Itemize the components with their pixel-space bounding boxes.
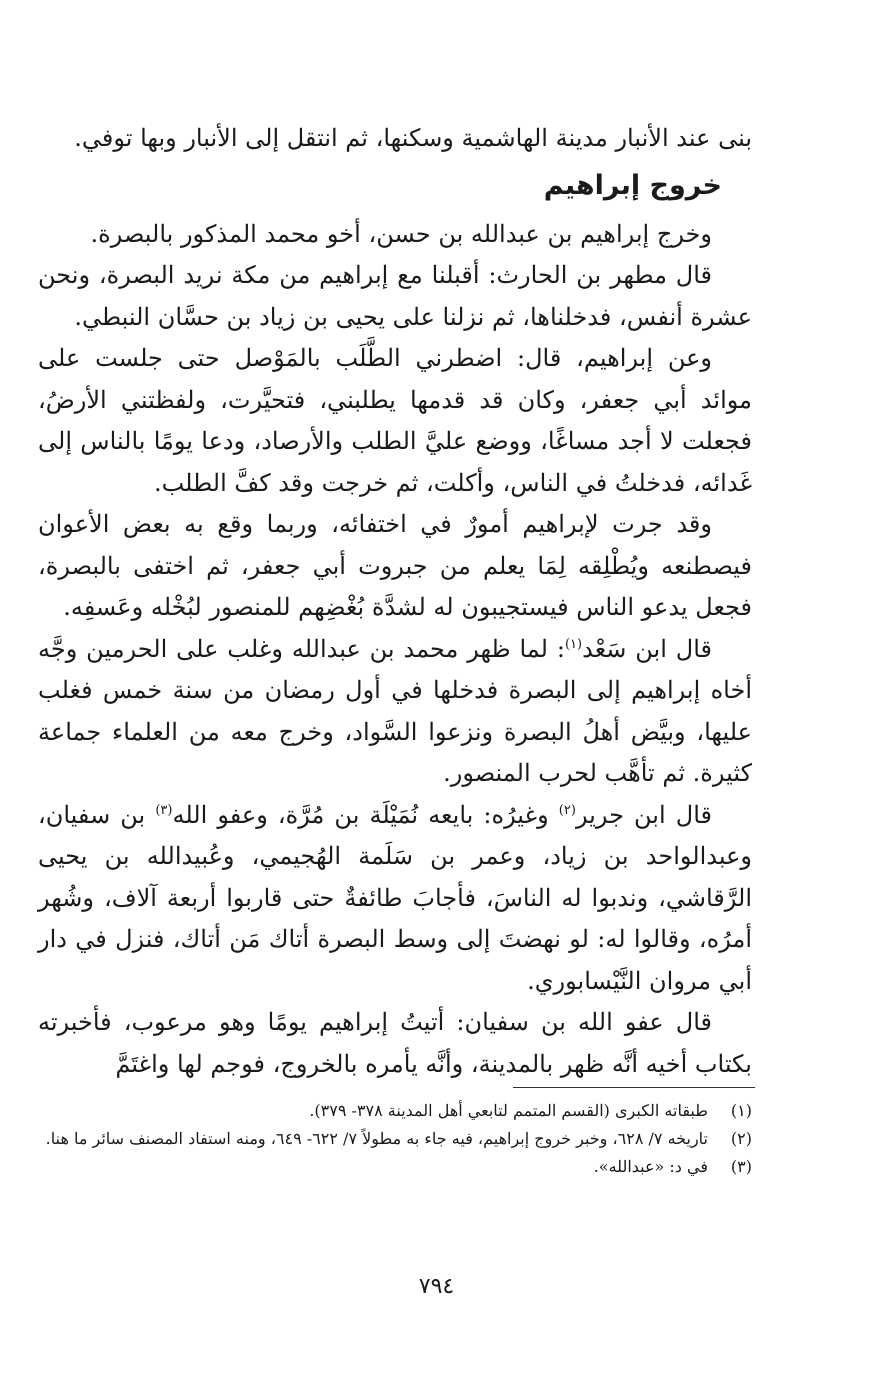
paragraph-6-text-a: قال ابن جرير [575, 800, 712, 829]
paragraph-2: قال مطهر بن الحارث: أقبلنا مع إبراهيم من مكة نريد البصرة، ونحن عشرة أنفس، فدخلناها، ثم نزلنا على يحيى بن زياد بن حسَّان النبطي. [38, 261, 752, 331]
paragraph-6-text-c: بن سفيان، وعبدالواحد بن زياد، وعمر بن سَلَمة الهُجيمي، وعُبيدالله بن يحيى الرَّقاشي، وندبوا له الناسَ، فأجابَ طائفةٌ حتى قاربوا أربعة آلاف، وشُهر أمرُه، وقالوا له: لو نهضتَ إلى وسط البصرة أتاك مَن أتاك، فنزل في دار أبي مروان النَّيْسابوري. [38, 800, 753, 995]
footnote-number: (٢) [730, 1129, 752, 1148]
opening-line: بنى عند الأنبار مدينة الهاشمية وسكنها، ثم انتقل إلى الأنبار وبها توفي. [74, 124, 752, 152]
section-heading: خروج إبراهيم [543, 169, 722, 201]
page-number: ٧٩٤ [418, 1274, 455, 1299]
paragraph-1: وخرج إبراهيم بن عبدالله بن حسن، أخو محمد المذكور بالبصرة. [90, 219, 712, 248]
footnote-divider [513, 1087, 755, 1088]
footnote-2 [38, 1126, 752, 1152]
footnote-1 [38, 1098, 752, 1124]
footnote-number: (٣) [730, 1157, 752, 1176]
footnote-3 [38, 1154, 752, 1180]
footnote-ref-3: (٣) [155, 802, 173, 818]
footnote-text: تاريخه ٧/ ٦٢٨، وخبر خروج إبراهيم، فيه جاء به مطولاً ٧/ ٦٢٢- ٦٤٩، ومنه استفاد المصنف سائر ما هنا. [45, 1129, 708, 1148]
paragraph-7: قال عفو الله بن سفيان: أتيتُ إبراهيم يومًا وهو مرعوب، فأخبرته بكتاب أخيه أنَّه ظهر بالمدينة، وأنَّه يأمره بالخروج، فوجم لها واغتَمَّ [38, 1008, 752, 1078]
paragraph-3: وعن إبراهيم، قال: اضطرني الطَّلَب بالمَوْصل حتى جلست على موائد أبي جعفر، وكان قد قدمها يطلبني، فتحيَّرت، ولفظتني الأرضُ، فجعلت لا أجد مساغًا، ووضع عليَّ الطلب والأرصاد، ودعا يومًا بالناس إلى غَدائه، فدخلتُ في الناس، وأكلت، ثم خرجت وقد كفَّ الطلب. [38, 344, 753, 497]
footnote-text: طبقاته الكبرى (القسم المتمم لتابعي أهل المدينة ٣٧٨- ٣٧٩). [309, 1101, 708, 1120]
footnote-ref-2: (٢) [558, 802, 576, 818]
paragraph-6-text-b: وغيرُه: بايعه نُمَيْلَة بن مُرَّة، وعفو الله [172, 800, 559, 829]
footnotes [38, 1098, 752, 1182]
paragraph-5-text-a: قال ابن سَعْد [582, 634, 713, 663]
paragraph-6 [38, 795, 752, 1003]
paragraph-5 [38, 629, 752, 795]
footnote-ref-1: (١) [564, 636, 583, 652]
footnote-number: (١) [730, 1101, 752, 1120]
paragraph-5-text-b: : لما ظهر محمد بن عبدالله وغلب على الحرمين وجَّه أخاه إبراهيم إلى البصرة فدخلها في أول رمضان من سنة خمس فغلب عليها، وبيَّض أهلُ البصرة ونزعوا السَّواد، وخرج معه من العلماء جماعة كثيرة. ثم تأهَّب لحرب المنصور. [38, 634, 752, 787]
footnote-text: في د: «عبدالله». [593, 1157, 708, 1176]
main-text [38, 118, 752, 1085]
paragraph-4: وقد جرت لإبراهيم أمورٌ في اختفائه، وربما وقع به بعض الأعوان فيصطنعه ويُطْلِقه لِمَا يعلم من جبروت أبي جعفر، ثم اختفى بالبصرة، فجعل يدعو الناس فيستجيبون له لشدَّة بُغْضِهم للمنصور لبُخْله وعَسفِه. [38, 510, 752, 621]
